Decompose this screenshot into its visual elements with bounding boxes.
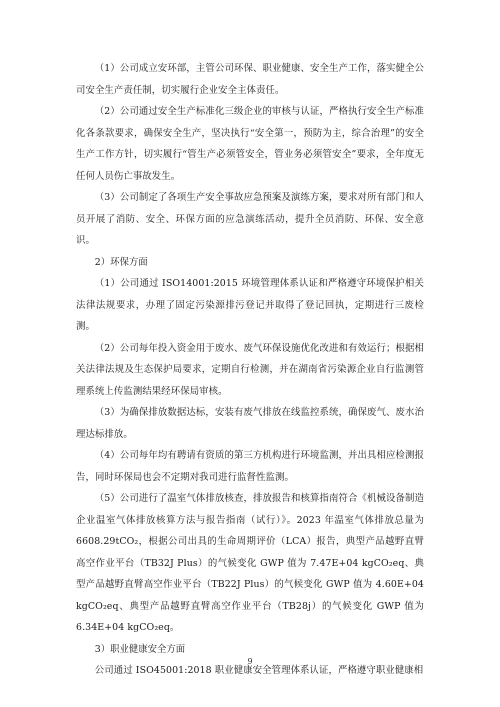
- paragraph-environmental-investment: （2）公司每年投入资金用于废水、废气环保设施优化改进和有效运行；根据相关法律法规及生态保护局要求，定期自行检测，并在湖南省污染源企业自行监测管理系统上传监测结果经环保局审核。: [76, 342, 424, 397]
- heading-environmental: 2）环保方面: [94, 256, 148, 268]
- paragraph-ghg-verification: （5）公司进行了温室气体排放核查，排放报告和核算指南符合《机械设备制造企业温室气体排放核算方法与报告指南（试行）》。2023 年温室气体排放总量为 6608.29tCO₂，根据公司出具的生命周期评价（LCA）报告，典型产品越野直臂高空作业平台（TB32J Plus）的气候变化 GWP 值为 7.47E+04 kgCO₂eq、典型产品越野直臂高空作业平台（TB22J Plus）的气候变化 GWP 值为 4.60E+04 kgCO₂eq、典型产品越野直臂高空作业平台（TB28j）的气候变化 GWP 值为 6.34E+04 kgCO₂eq。: [76, 493, 424, 633]
- paragraph-safety-dept: （1）公司成立安环部，主管公司环保、职业健康、安全生产工作，落实健全公司安全生产责任制，切实履行企业安全主体责任。: [76, 63, 424, 96]
- paragraph-safety-standardization: （2）公司通过安全生产标准化三级企业的审核与认证，严格执行安全生产标准化各条款要求，确保安全生产，坚决执行“安全第一，预防为主，综合治理”的安全生产工作方针，切实履行“管生产必须管安全，管业务必须管安全”要求，全年度无任何人员伤亡事故发生。: [76, 106, 424, 182]
- paragraph-third-party-monitoring: （4）公司每年均有聘请有资质的第三方机构进行环境监测，并出具相应检测报告，同时环保局也会不定期对我司进行监督性监测。: [76, 450, 424, 483]
- document-body: [76, 58, 424, 682]
- page-number: 9: [247, 657, 253, 666]
- heading-occupational-health: 3）职业健康安全方面: [94, 643, 186, 655]
- paragraph-emission-monitoring: （3）为确保排放数据达标，安装有废气排放在线监控系统，确保废气、废水治理达标排放。: [76, 407, 424, 440]
- paragraph-emergency-plans: （3）公司制定了各项生产安全事故应急预案及演练方案，要求对所有部门和人员开展了消防、安全、环保方面的应急演练活动，提升全员消防、环保、安全意识。: [76, 192, 424, 246]
- paragraph-iso14001: （1）公司通过 ISO14001:2015 环境管理体系认证和严格遵守环境保护相关法律法规要求，办理了固定污染源排污登记并取得了登记回执，定期进行三废检测。: [76, 278, 424, 332]
- paragraph-iso45001: 公司通过 ISO45001:2018 职业健康安全管理体系认证，严格遵守职业健康相: [94, 665, 424, 676]
